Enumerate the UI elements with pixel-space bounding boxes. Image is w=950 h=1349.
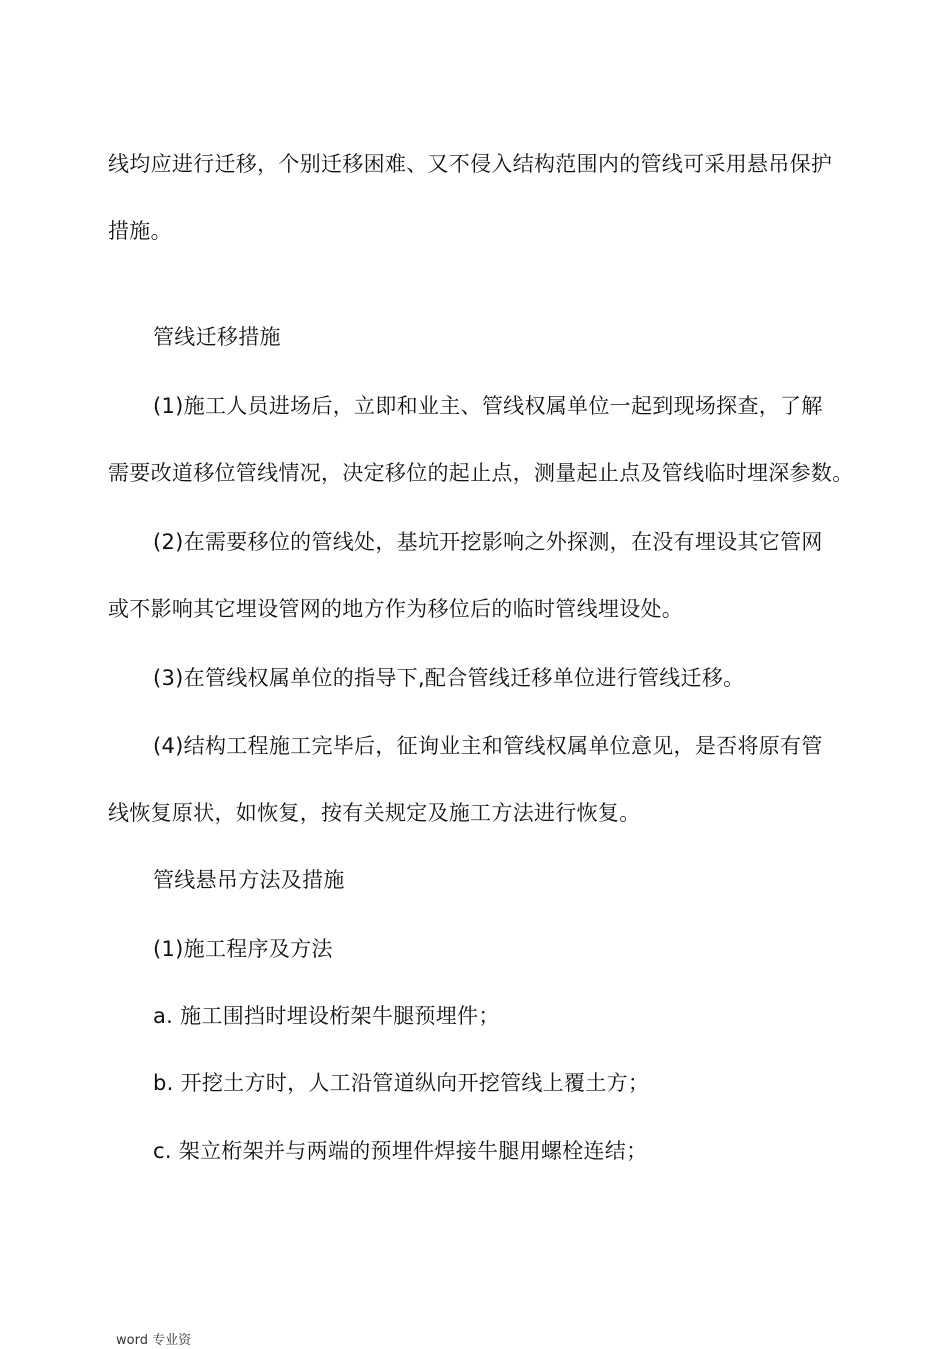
paragraph-line: 措施。 xyxy=(108,219,172,243)
page-footer: word 专业资 xyxy=(116,1333,192,1348)
paragraph-line: (1)施工人员进场后，立即和业主、管线权属单位一起到现场探查，了解 xyxy=(153,394,823,418)
paragraph-line: 线均应进行迁移，个别迁移困难、又不侵入结构范围内的管线可采用悬吊保护 xyxy=(108,152,833,176)
list-item: b. 开挖土方时，人工沿管道纵向开挖管线上覆土方； xyxy=(153,1071,650,1095)
list-heading: (1)施工程序及方法 xyxy=(153,937,333,961)
paragraph-line: (2)在需要移位的管线处，基坑开挖影响之外探测，在没有埋设其它管网 xyxy=(153,530,823,554)
paragraph-line: 或不影响其它埋设管网的地方作为移位后的临时管线埋设处。 xyxy=(108,597,684,621)
section-heading: 管线悬吊方法及措施 xyxy=(153,868,345,892)
section-heading: 管线迁移措施 xyxy=(153,325,281,349)
paragraph-line: (3)在管线权属单位的指导下,配合管线迁移单位进行管线迁移。 xyxy=(153,666,745,690)
list-item: c. 架立桁架并与两端的预埋件焊接牛腿用螺栓连结； xyxy=(153,1139,648,1163)
list-item: a. 施工围挡时埋设桁架牛腿预埋件； xyxy=(153,1004,500,1028)
paragraph-line: 线恢复原状，如恢复，按有关规定及施工方法进行恢复。 xyxy=(108,801,641,825)
paragraph-line: 需要改道移位管线情况，决定移位的起止点，测量起止点及管线临时埋深参数。 xyxy=(108,461,854,485)
paragraph-line: (4)结构工程施工完毕后，征询业主和管线权属单位意见，是否将原有管 xyxy=(153,734,823,758)
